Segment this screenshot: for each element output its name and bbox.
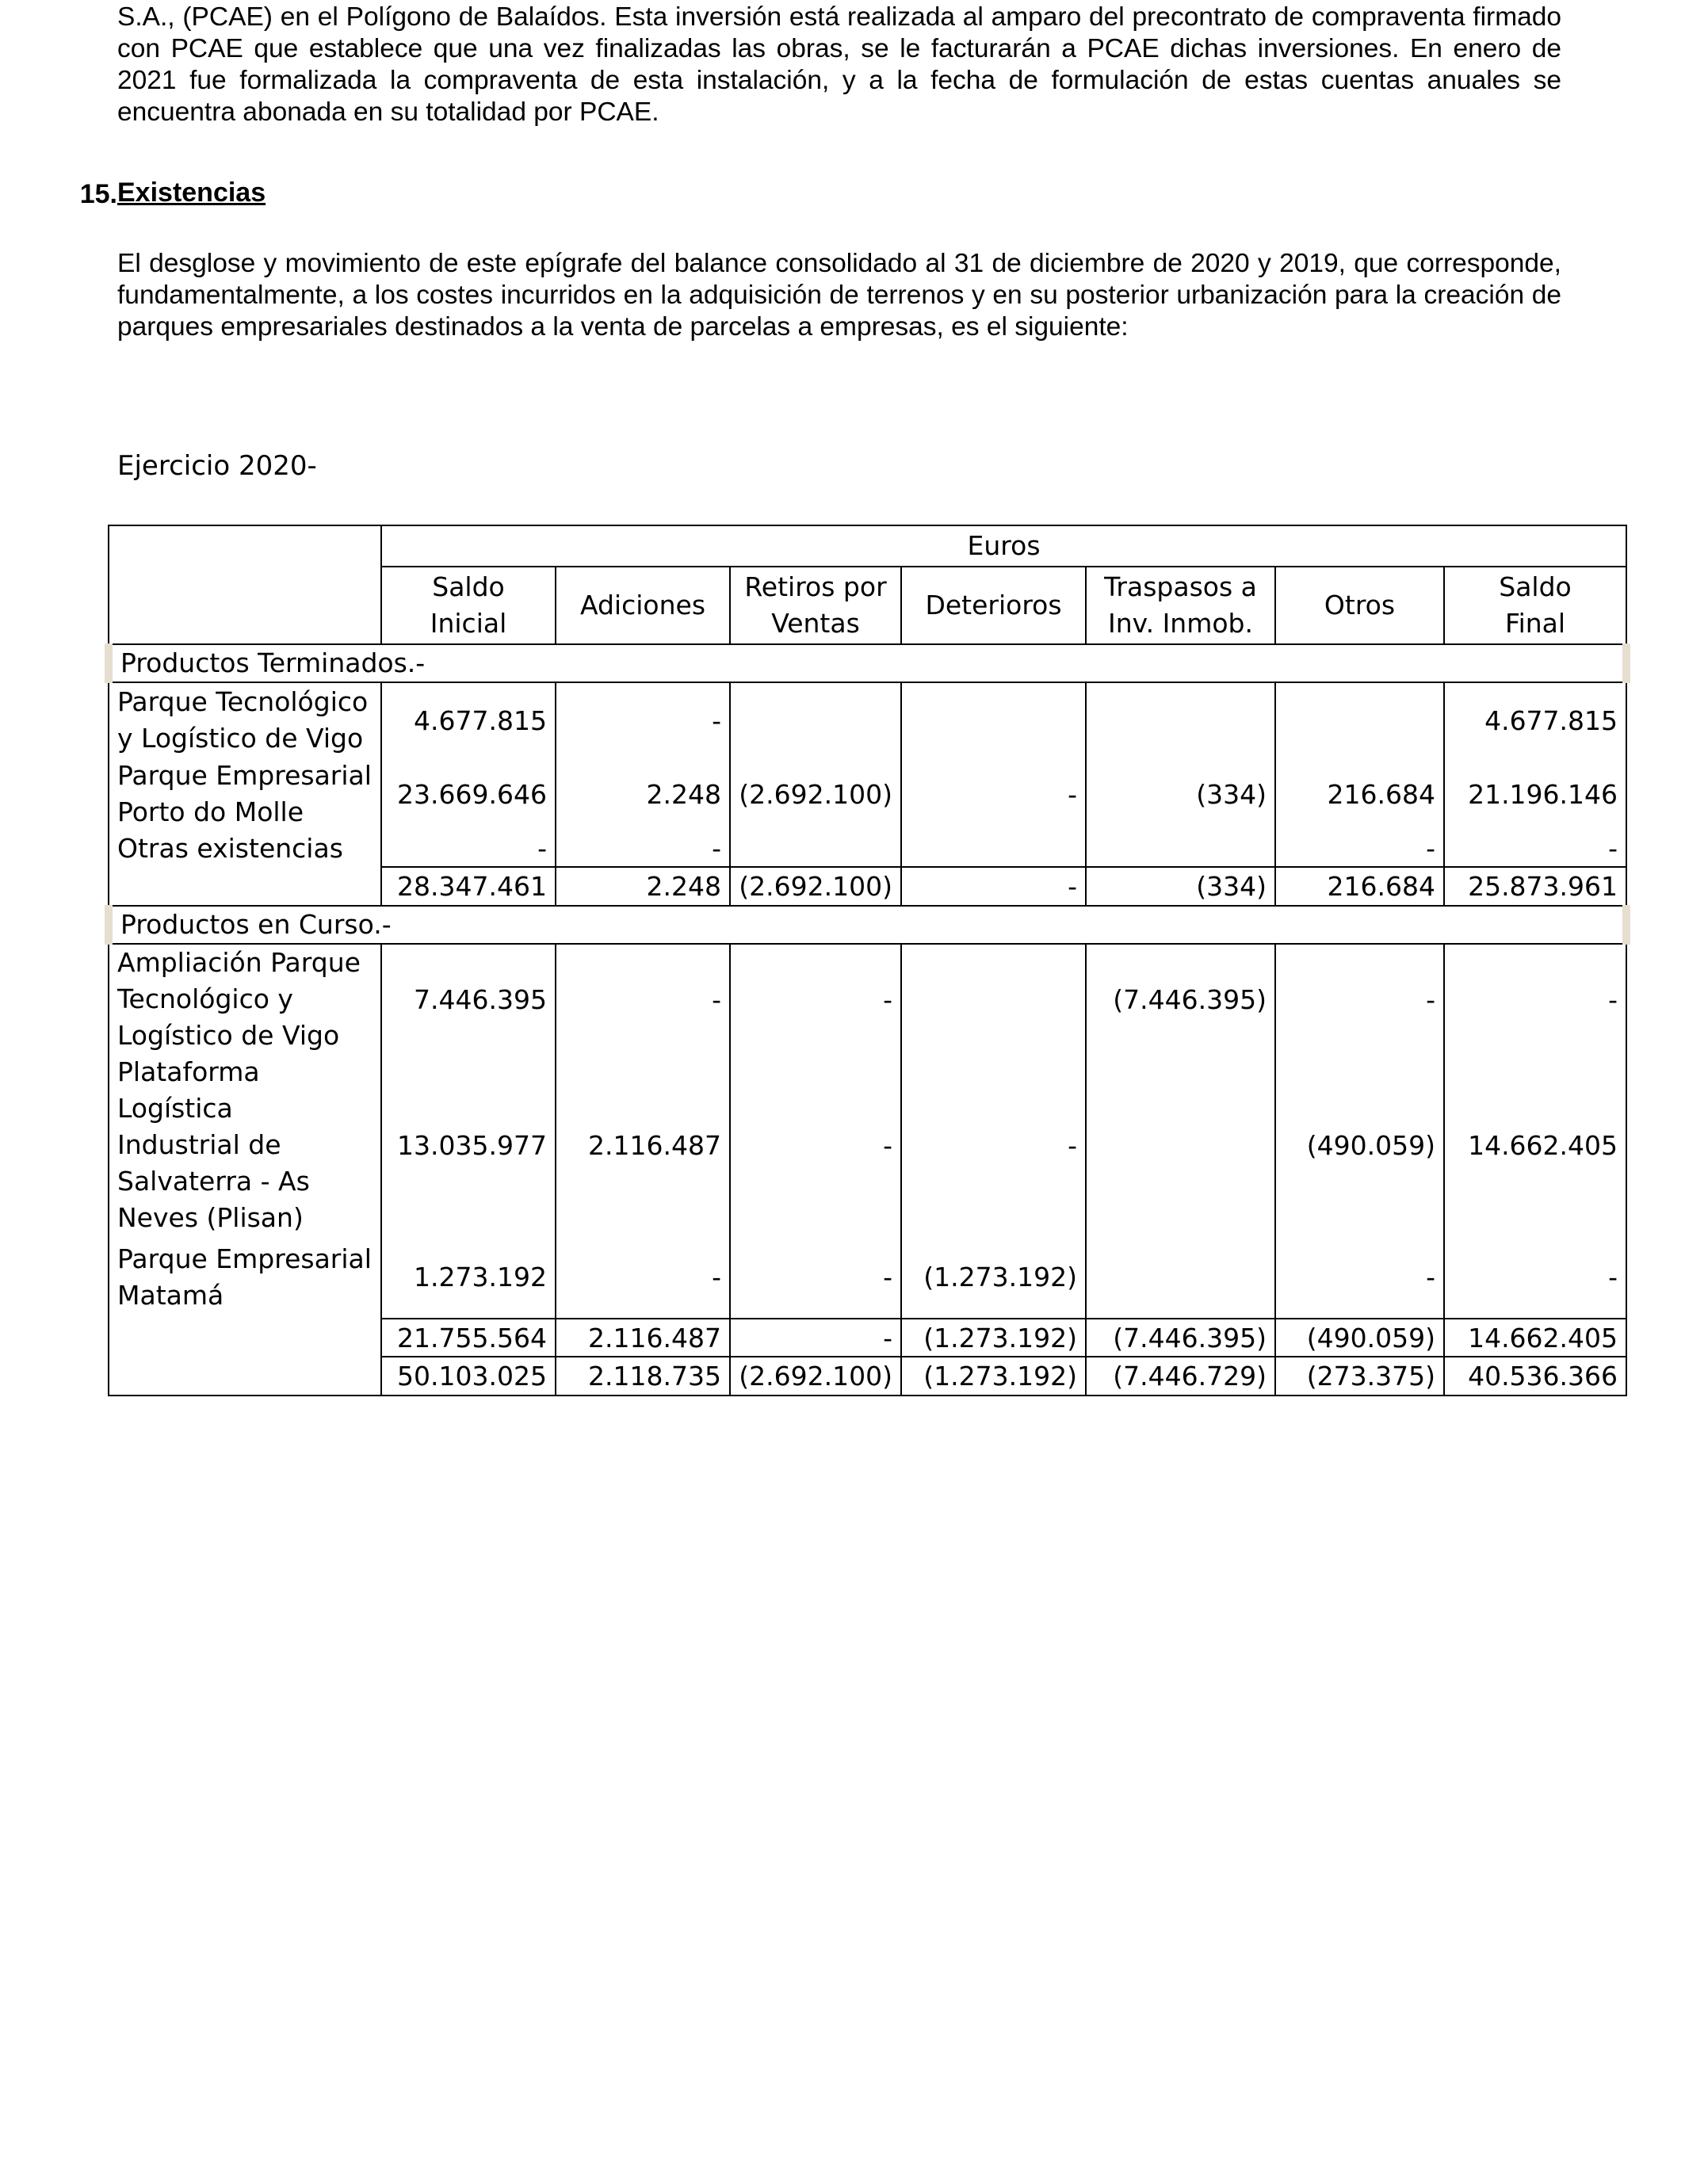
text-line: Parque Tecnológico (117, 686, 369, 717)
column-header (556, 567, 730, 644)
column-header (1444, 567, 1626, 644)
subtotal-value: (7.446.395) (1086, 1319, 1275, 1357)
description-paragraph: El desglose y movimiento de este epígrafe del balance consolidado al 31 de diciembre de 2020 y 2019, que corresponde, fundamentalmente, a los costes incurridos en la adquisición de terrenos y en su posterior urbanización para la creación de parques empresariales destinados a la venta de parcelas a empresas, es el siguiente: (117, 249, 1561, 342)
cell-value: - (1275, 944, 1444, 1054)
cell-value: (7.446.395) (1086, 944, 1275, 1054)
total-row (109, 1357, 1626, 1396)
subtotal-value: 2.248 (556, 867, 730, 906)
cell-value (730, 682, 901, 758)
section-title: Productos Terminados.- (109, 644, 1626, 682)
cell-value (1275, 682, 1444, 758)
cell-value: 2.116.487 (556, 1054, 730, 1236)
cell-value: 4.677.815 (1444, 682, 1626, 758)
row-label (109, 830, 381, 867)
cell-value: (490.059) (1275, 1054, 1444, 1236)
cell-value: - (556, 682, 730, 758)
cell-value: - (1275, 830, 1444, 867)
cell-value: 1.273.192 (381, 1236, 556, 1319)
subtotal-value: 2.116.487 (556, 1319, 730, 1357)
table-row (109, 758, 1626, 830)
text-line: Inv. Inmob. (1107, 608, 1253, 639)
ejercicio-label: Ejercicio 2020- (117, 450, 317, 482)
total-value: 2.118.735 (556, 1357, 730, 1396)
subtotal-value: (1.273.192) (901, 1319, 1086, 1357)
text-line: Final (1504, 608, 1566, 639)
cell-value: 13.035.977 (381, 1054, 556, 1236)
cell-value (1086, 830, 1275, 867)
column-header (381, 567, 556, 644)
text-line: Porto do Molle (117, 796, 304, 827)
cell-value: 14.662.405 (1444, 1054, 1626, 1236)
text-line: Retiros por (744, 571, 887, 602)
cell-value: - (730, 1054, 901, 1236)
text-line: Tecnológico y (117, 983, 293, 1014)
subtotal-value: (490.059) (1275, 1319, 1444, 1357)
existencias-table (105, 525, 1630, 1396)
subtotal-value: 14.662.405 (1444, 1319, 1626, 1357)
subtotal-value: - (901, 867, 1086, 906)
row-label (109, 758, 381, 830)
table-row (109, 1236, 1626, 1319)
subtotal-value: 25.873.961 (1444, 867, 1626, 906)
cell-value (1086, 1054, 1275, 1236)
text-line: Logístico de Vigo (117, 1020, 340, 1051)
cell-value: - (556, 944, 730, 1054)
column-header (1275, 567, 1444, 644)
row-label (109, 944, 381, 1054)
cell-value: - (1444, 944, 1626, 1054)
section-row (109, 906, 1626, 944)
text-line: Inicial (430, 608, 507, 639)
cell-value: 2.248 (556, 758, 730, 830)
text-line: Traspasos a (1104, 571, 1257, 602)
cell-value: - (1444, 830, 1626, 867)
text-line: Ampliación Parque (117, 947, 361, 978)
text-line: Saldo (432, 571, 505, 602)
text-line: Saldo (1499, 571, 1572, 602)
row-label (109, 682, 381, 758)
text-line: Otras existencias (117, 833, 343, 864)
total-value: (7.446.729) (1086, 1357, 1275, 1396)
cell-value: - (901, 1054, 1086, 1236)
intro-paragraph: S.A., (PCAE) en el Polígono de Balaídos. Esta inversión está realizada al amparo del precontrato de compraventa firmado con PCAE que establece que una vez finalizadas las obras, se le facturarán a PCAE dichas inversiones. En enero de 2021 fue formalizada la compraventa de esta instalación, y a la fecha de formulación de estas cuentas anuales se encuentra abonada en su totalidad por PCAE. (117, 2, 1561, 127)
section-title: Productos en Curso.- (109, 906, 1626, 944)
subtotal-value: 21.755.564 (381, 1319, 556, 1357)
text-line: Ventas (771, 608, 860, 639)
section-number: 15. (79, 178, 117, 209)
text-line: Deterioros (925, 590, 1062, 620)
cell-value: 23.669.646 (381, 758, 556, 830)
cell-value: - (901, 758, 1086, 830)
total-value: (273.375) (1275, 1357, 1444, 1396)
text-line: Adiciones (579, 590, 706, 620)
cell-value (1086, 682, 1275, 758)
row-label (109, 1236, 381, 1319)
table-row (109, 682, 1626, 758)
subtotal-value: 28.347.461 (381, 867, 556, 906)
cell-value: - (730, 1236, 901, 1319)
column-header (1086, 567, 1275, 644)
cell-value (901, 830, 1086, 867)
currency-header: Euros (381, 525, 1626, 567)
text-line: Parque Empresarial (117, 760, 372, 791)
cell-value: - (556, 1236, 730, 1319)
cell-value: - (556, 830, 730, 867)
subtotal-label (109, 1319, 381, 1357)
subtotal-row (109, 1319, 1626, 1357)
table-row (109, 830, 1626, 867)
cell-value: 7.446.395 (381, 944, 556, 1054)
cell-value: - (730, 944, 901, 1054)
total-value: 40.536.366 (1444, 1357, 1626, 1396)
text-line: Otros (1324, 590, 1396, 620)
section-title: Existencias (117, 178, 266, 208)
total-value: 50.103.025 (381, 1357, 556, 1396)
column-header (901, 567, 1086, 644)
text-line: Matamá (117, 1280, 224, 1311)
cell-value: 21.196.146 (1444, 758, 1626, 830)
cell-value: 4.677.815 (381, 682, 556, 758)
text-line: Neves (Plisan) (117, 1202, 304, 1233)
table-row (109, 1054, 1626, 1236)
cell-value: - (381, 830, 556, 867)
cell-value: - (1444, 1236, 1626, 1319)
section-heading (51, 178, 266, 210)
cell-value: 216.684 (1275, 758, 1444, 830)
cell-value: (2.692.100) (730, 758, 901, 830)
section-row (109, 644, 1626, 682)
column-header (730, 567, 901, 644)
text-line: y Logístico de Vigo (117, 723, 364, 754)
table-row (109, 944, 1626, 1054)
subtotal-value: (334) (1086, 867, 1275, 906)
cell-value (1086, 1236, 1275, 1319)
total-label (109, 1357, 381, 1396)
table-corner (109, 525, 381, 644)
cell-value (901, 682, 1086, 758)
subtotal-value: (2.692.100) (730, 867, 901, 906)
text-line: Plataforma Logística (117, 1056, 260, 1124)
row-label (109, 1054, 381, 1236)
subtotal-row (109, 867, 1626, 906)
cell-value (730, 830, 901, 867)
total-value: (2.692.100) (730, 1357, 901, 1396)
cell-value (901, 944, 1086, 1054)
cell-value: - (1275, 1236, 1444, 1319)
subtotal-value: 216.684 (1275, 867, 1444, 906)
text-line: Industrial de (117, 1129, 281, 1160)
total-value: (1.273.192) (901, 1357, 1086, 1396)
text-line: Parque Empresarial (117, 1243, 372, 1274)
cell-value: (334) (1086, 758, 1275, 830)
cell-value: (1.273.192) (901, 1236, 1086, 1319)
subtotal-label (109, 867, 381, 906)
text-line: Salvaterra - As (117, 1166, 310, 1197)
subtotal-value: - (730, 1319, 901, 1357)
